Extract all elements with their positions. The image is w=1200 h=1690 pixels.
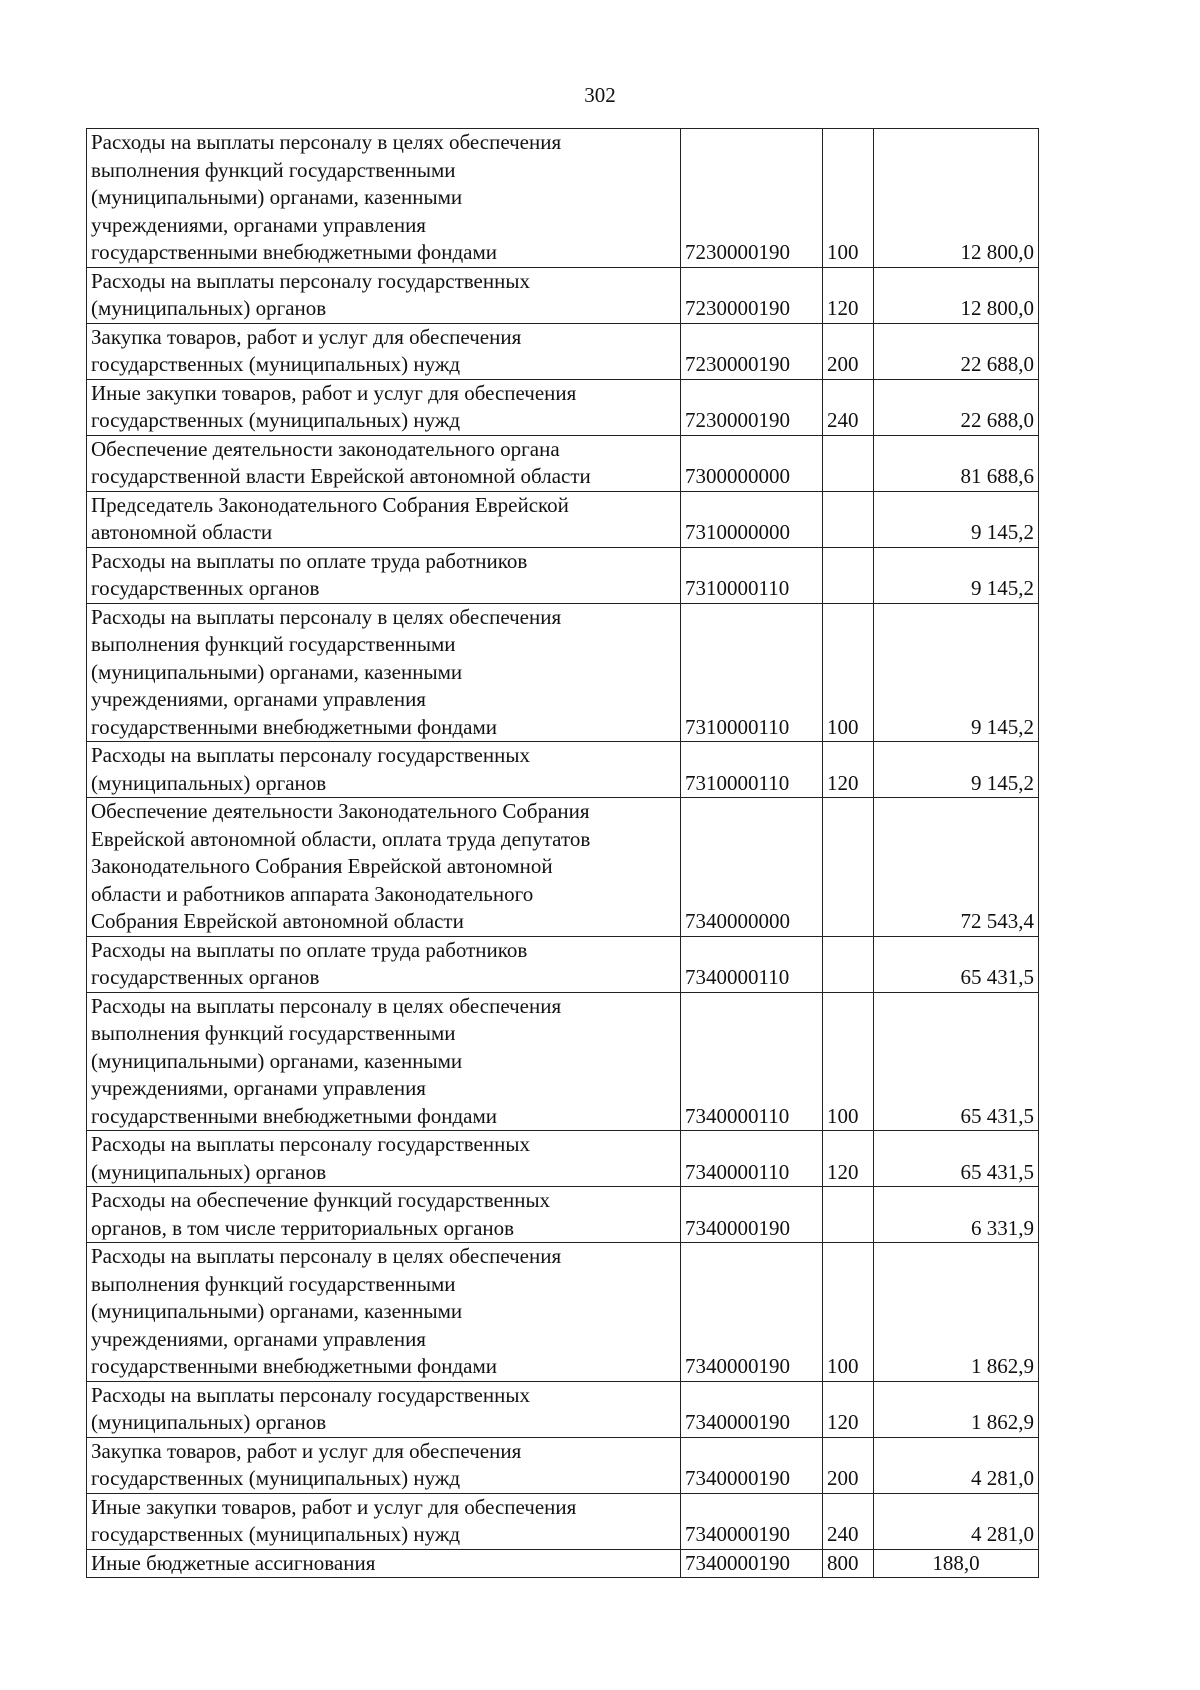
amount-cell: 65 431,5: [874, 992, 1039, 1131]
expense-type-cell: 240: [823, 1493, 874, 1549]
expense-type-cell: 200: [823, 323, 874, 379]
expense-name-cell: Расходы на выплаты персоналу государственных (муниципальных) органов: [87, 742, 681, 798]
target-code-cell: 7340000110: [681, 1131, 823, 1187]
target-code-cell: 7340000190: [681, 1549, 823, 1578]
expense-name-cell: Расходы на выплаты персоналу государственных (муниципальных) органов: [87, 1131, 681, 1187]
target-code-cell: 7340000190: [681, 1437, 823, 1493]
expense-type-cell: [823, 798, 874, 937]
expense-name-cell: Расходы на выплаты персоналу государственных (муниципальных) органов: [87, 1381, 681, 1437]
target-code-cell: 7230000190: [681, 267, 823, 323]
table-row: [87, 1493, 1039, 1549]
table-row: [87, 992, 1039, 1131]
amount-cell: 4 281,0: [874, 1437, 1039, 1493]
amount-cell: 9 145,2: [874, 603, 1039, 742]
amount-cell: 4 281,0: [874, 1493, 1039, 1549]
amount-cell: 9 145,2: [874, 547, 1039, 603]
table-row: [87, 1381, 1039, 1437]
table-row: [87, 379, 1039, 435]
expense-type-cell: [823, 1187, 874, 1243]
table-row: [87, 798, 1039, 937]
amount-cell: 1 862,9: [874, 1243, 1039, 1382]
expense-type-cell: 800: [823, 1549, 874, 1578]
page-number: 302: [584, 83, 616, 107]
expense-type-cell: 100: [823, 129, 874, 268]
table-row: [87, 742, 1039, 798]
expense-type-cell: 120: [823, 267, 874, 323]
target-code-cell: 7300000000: [681, 435, 823, 491]
amount-cell: 9 145,2: [874, 742, 1039, 798]
target-code-cell: 7310000110: [681, 742, 823, 798]
table-row: [87, 1549, 1039, 1578]
amount-cell: 12 800,0: [874, 267, 1039, 323]
expense-name-cell: Расходы на выплаты персоналу в целях обеспечения выполнения функций государственными (муниципальными) органами, казенными учреждениями, органами управления государственными внебюджетными фондами: [87, 129, 681, 268]
table-row: [87, 267, 1039, 323]
expense-type-cell: 240: [823, 379, 874, 435]
expense-name-cell: Закупка товаров, работ и услуг для обеспечения государственных (муниципальных) нужд: [87, 1437, 681, 1493]
expense-type-cell: 100: [823, 1243, 874, 1382]
expense-name-cell: Расходы на выплаты персоналу государственных (муниципальных) органов: [87, 267, 681, 323]
target-code-cell: 7340000110: [681, 936, 823, 992]
expense-name-cell: Закупка товаров, работ и услуг для обеспечения государственных (муниципальных) нужд: [87, 323, 681, 379]
table-row: [87, 1131, 1039, 1187]
amount-cell: 22 688,0: [874, 379, 1039, 435]
expense-name-cell: Обеспечение деятельности законодательного органа государственной власти Еврейской автономной области: [87, 435, 681, 491]
table-row: [87, 1187, 1039, 1243]
table-row: [87, 1243, 1039, 1382]
budget-table: [86, 128, 1039, 1578]
amount-cell: 6 331,9: [874, 1187, 1039, 1243]
amount-cell: 65 431,5: [874, 936, 1039, 992]
table-row: [87, 603, 1039, 742]
expense-name-cell: Расходы на выплаты по оплате труда работников государственных органов: [87, 547, 681, 603]
expense-name-cell: Иные закупки товаров, работ и услуг для обеспечения государственных (муниципальных) нужд: [87, 1493, 681, 1549]
amount-cell: 188,0: [874, 1549, 1039, 1578]
expense-type-cell: 120: [823, 1381, 874, 1437]
amount-cell: 1 862,9: [874, 1381, 1039, 1437]
expense-name-cell: Расходы на выплаты персоналу в целях обеспечения выполнения функций государственными (муниципальными) органами, казенными учреждениями, органами управления государственными внебюджетными фондами: [87, 1243, 681, 1382]
amount-cell: 9 145,2: [874, 491, 1039, 547]
expense-type-cell: [823, 491, 874, 547]
table-row: [87, 491, 1039, 547]
expense-name-cell: Расходы на выплаты по оплате труда работников государственных органов: [87, 936, 681, 992]
expense-name-cell: Расходы на выплаты персоналу в целях обеспечения выполнения функций государственными (муниципальными) органами, казенными учреждениями, органами управления государственными внебюджетными фондами: [87, 603, 681, 742]
target-code-cell: 7230000190: [681, 129, 823, 268]
expense-type-cell: 100: [823, 603, 874, 742]
table-row: [87, 547, 1039, 603]
expense-type-cell: 120: [823, 742, 874, 798]
expense-type-cell: [823, 936, 874, 992]
expense-type-cell: 200: [823, 1437, 874, 1493]
table-row: [87, 435, 1039, 491]
target-code-cell: 7230000190: [681, 379, 823, 435]
target-code-cell: 7340000000: [681, 798, 823, 937]
target-code-cell: 7340000190: [681, 1243, 823, 1382]
expense-name-cell: Обеспечение деятельности Законодательного Собрания Еврейской автономной области, оплата труда депутатов Законодательного Собрания Еврейской автономной области и работников аппарата Законодательного Собрания Еврейской автономной области: [87, 798, 681, 937]
amount-cell: 65 431,5: [874, 1131, 1039, 1187]
target-code-cell: 7340000190: [681, 1381, 823, 1437]
target-code-cell: 7310000110: [681, 547, 823, 603]
table-row: [87, 1437, 1039, 1493]
target-code-cell: 7340000190: [681, 1187, 823, 1243]
budget-table-body: [87, 129, 1039, 1578]
target-code-cell: 7310000000: [681, 491, 823, 547]
amount-cell: 22 688,0: [874, 323, 1039, 379]
target-code-cell: 7230000190: [681, 323, 823, 379]
expense-name-cell: Расходы на обеспечение функций государственных органов, в том числе территориальных органов: [87, 1187, 681, 1243]
amount-cell: 12 800,0: [874, 129, 1039, 268]
table-row: [87, 323, 1039, 379]
expense-name-cell: Расходы на выплаты персоналу в целях обеспечения выполнения функций государственными (муниципальными) органами, казенными учреждениями, органами управления государственными внебюджетными фондами: [87, 992, 681, 1131]
amount-cell: 81 688,6: [874, 435, 1039, 491]
target-code-cell: 7340000190: [681, 1493, 823, 1549]
expense-type-cell: [823, 435, 874, 491]
expense-name-cell: Иные закупки товаров, работ и услуг для обеспечения государственных (муниципальных) нужд: [87, 379, 681, 435]
expense-type-cell: [823, 547, 874, 603]
expense-name-cell: Председатель Законодательного Собрания Еврейской автономной области: [87, 491, 681, 547]
amount-cell: 72 543,4: [874, 798, 1039, 937]
expense-name-cell: Иные бюджетные ассигнования: [87, 1549, 681, 1578]
target-code-cell: 7340000110: [681, 992, 823, 1131]
expense-type-cell: 100: [823, 992, 874, 1131]
target-code-cell: 7310000110: [681, 603, 823, 742]
table-row: [87, 936, 1039, 992]
expense-type-cell: 120: [823, 1131, 874, 1187]
table-row: [87, 129, 1039, 268]
